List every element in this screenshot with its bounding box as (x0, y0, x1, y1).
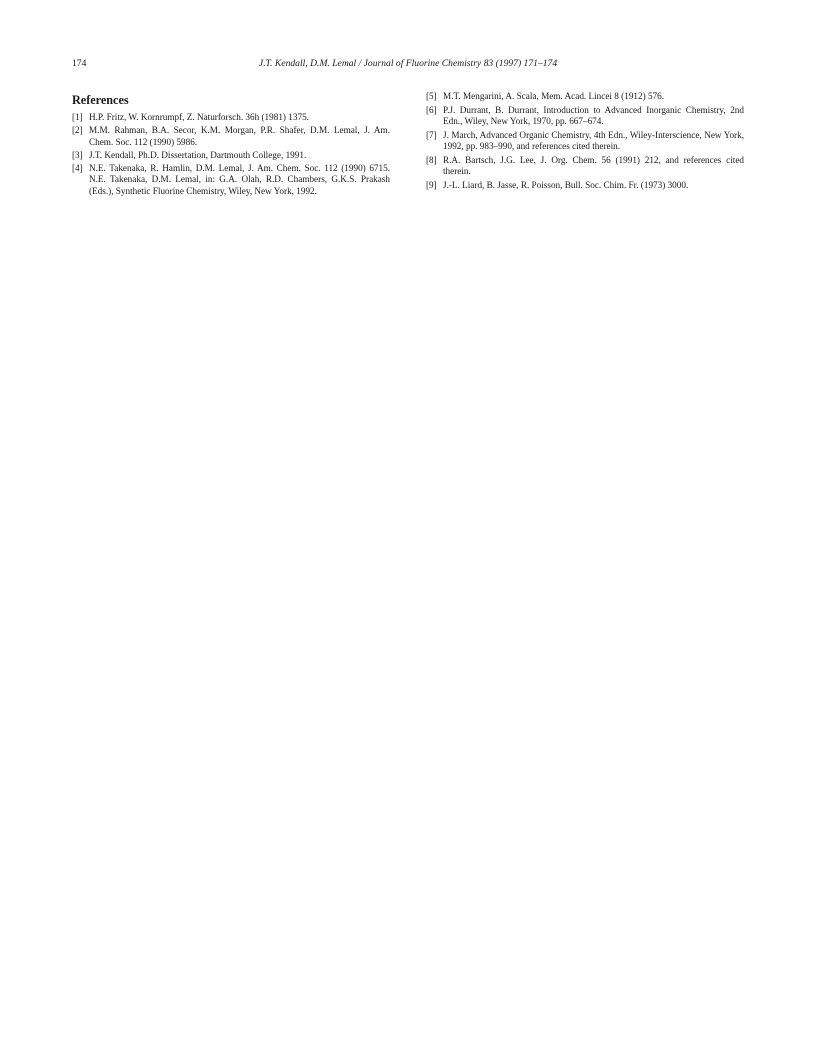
reference-text: J. March, Advanced Organic Chemistry, 4th Edn., Wiley-Interscience, New York, 1992, pp. 983–990, and references cited therein. (443, 129, 744, 151)
section-title: References (72, 93, 129, 107)
references-column-left (72, 91, 390, 199)
reference-item (426, 91, 744, 103)
reference-item (72, 112, 390, 124)
reference-number: [8] (426, 154, 437, 165)
reference-item (426, 155, 744, 178)
reference-text: J.-L. Liard, B. Jasse, R. Poisson, Bull. Soc. Chim. Fr. (1973) 3000. (443, 179, 689, 190)
reference-number: [5] (426, 91, 437, 101)
reference-number: [2] (72, 125, 83, 136)
reference-number: [6] (426, 104, 437, 115)
reference-item (426, 180, 744, 192)
reference-text: M.T. Mengarini, A. Scala, Mem. Acad. Lincei 8 (1912) 576. (443, 91, 665, 101)
reference-number: [4] (72, 162, 83, 173)
reference-item (72, 150, 390, 162)
reference-number: [3] (72, 149, 83, 160)
reference-list-left (72, 112, 390, 197)
reference-item (426, 130, 744, 153)
reference-text: N.E. Takenaka, R. Hamlin, D.M. Lemal, J. Am. Chem. Soc. 112 (1990) 6715. N.E. Takenaka, D.M. Lemal, in: G.A. Olah, R.D. Chambers, G.K.S. Prakash (Eds.), Synthetic Fluorine Chemistry, Wiley, New York, 1992. (89, 162, 390, 196)
reference-text: M.M. Rahman, B.A. Secor, K.M. Morgan, P.R. Shafer, D.M. Lemal, J. Am. Chem. Soc. 112 (1990) 5986. (89, 125, 390, 147)
reference-text: R.A. Bartsch, J.G. Lee, J. Org. Chem. 56 (1991) 212, and references cited therein. (443, 154, 744, 176)
reference-number: [7] (426, 129, 437, 140)
reference-text: P.J. Durrant, B. Durrant, Introduction to Advanced Inorganic Chemistry, 2nd Edn., Wiley, New York, 1970, pp. 667–674. (443, 104, 744, 126)
reference-item (72, 125, 390, 148)
reference-number: [9] (426, 179, 437, 190)
reference-text: H.P. Fritz, W. Kornrumpf, Z. Naturforsch. 36h (1981) 1375. (89, 112, 309, 122)
running-head: J.T. Kendall, D.M. Lemal / Journal of Fluorine Chemistry 83 (1997) 171–174 (258, 58, 558, 69)
page-header (72, 57, 744, 71)
reference-item (72, 163, 390, 198)
page-number: 174 (72, 58, 87, 69)
reference-list-right (426, 91, 744, 191)
references-column-right (426, 91, 744, 193)
reference-number: [1] (72, 112, 83, 122)
reference-text: J.T. Kendall, Ph.D. Dissertation, Dartmouth College, 1991. (89, 149, 307, 160)
reference-item (426, 105, 744, 128)
